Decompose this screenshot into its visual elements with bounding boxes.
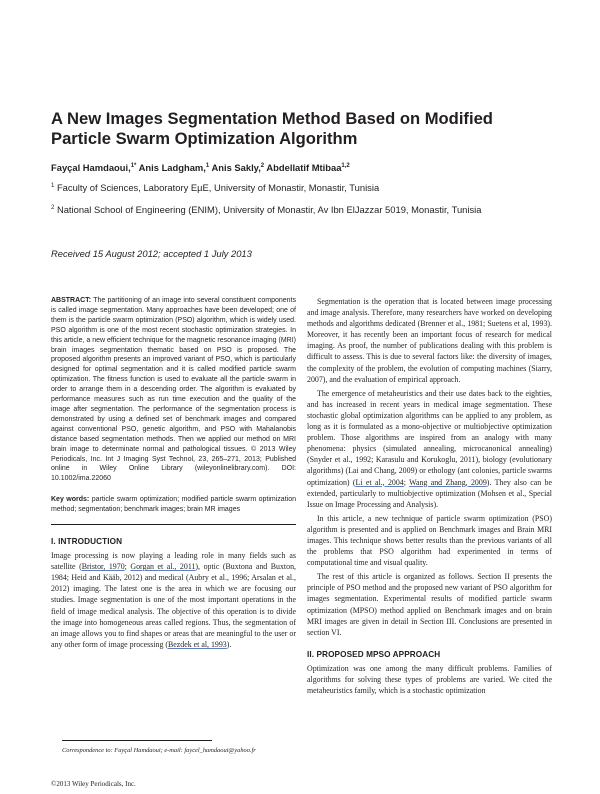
left-column (51, 296, 296, 650)
author-affiliation-mark: 1 (205, 162, 210, 169)
author-affiliation-mark: 2 (260, 162, 265, 169)
section-heading-introduction: I. INTRODUCTION (51, 537, 123, 547)
received-dates: Received 15 August 2012; accepted 1 July 2013 (51, 248, 252, 259)
author-name: Anis Sakly, (211, 162, 261, 173)
body-paragraph: The rest of this article is organized as follows. Section II presents the principle of PSO method and the proposed new variant of PSO algorithm for images segmentation. Experimental results of modified particle swarm optimization (MPSO) method applied on Benchmark images and on brain MRI images are given in detail in Section III. Conclusions are presented in section VI. (307, 572, 552, 637)
text-run: ). They also can be extended, particularly to multiobjective optimization (Mohsen et al., Special Issue on Image Processing and Analysis). (307, 477, 552, 509)
citation-link[interactable]: Bezdek et al, 1993 (168, 639, 227, 649)
affiliation-1 (51, 180, 551, 194)
body-paragraph: In this article, a new technique of particle swarm optimization (PSO) algorithm is presented and is applied on Benchmark images and Brain MRI images. This technique shows better results than the previous variants of all the problems that PSO algorithm had experimented in terms of computational time and visual quality. (307, 513, 552, 568)
section-heading-proposed-approach: II. PROPOSED MPSO APPROACH (307, 649, 441, 659)
affiliation-text: Faculty of Sciences, Laboratory EµE, University of Monastir, Monastir, Tunisia (56, 182, 380, 194)
body-paragraph: Segmentation is the operation that is located between image processing and image analysis. Therefore, many researchers have worked on developing methods and algorithms dedicated (Brenner et al., 1981; Suetens et al, 1993). Moreover, it has recently been an important focus of research for medical imaging. As proof, the number of publications dealing with this problem is difficult to assess. This is due to several factors like: the diversity of images, the complexity of the problem, the evolution of computing machines (Siarry, 2007), and the evaluation of empirical approach. (307, 297, 552, 384)
abstract-divider (51, 524, 296, 525)
paper-title: A New Images Segmentation Method Based on Modified Particle Swarm Optimization Algorithm (51, 109, 493, 148)
copyright-footer: ©2013 Wiley Periodicals, Inc. (51, 780, 136, 788)
author-name: Fayçal Hamdaoui, (51, 162, 131, 173)
abstract-text: The partitioning of an image into several constituent components is called image segmentation. Many approaches have been developed; one of them is the particle swarm optimization (PSO) algorithm, which is widely used. PSO algorithm is one of the most recent stochastic optimization strategies. In this article, a new efficient technique for the magnetic resonance imaging (MRI) brain images segmentation thematic based on PSO is proposed. The proposed algorithm presents an improved variant of PSO, which is particularly designed for optimal segmentation and it is called modified particle swarm optimization. The fitness function is used to evaluate all the particle swarm in order to arrange them in a descending order. The algorithm is evaluated by performance measures such as run time execution and the quality of the image after segmentation. The performance of the segmentation process is demonstrated by using a defined set of benchmark images and compared against conventional PSO, genetic algorithm, and PSO with Mahalanobis distance based segmentation methods. Then we applied our method on MRI brain image to determinate normal and pathological tissues. (51, 297, 296, 453)
affiliation-mark: 2 (51, 205, 55, 211)
author-affiliation-mark: 1* (130, 162, 137, 169)
introduction-paragraph (51, 550, 296, 650)
text-run: ; (124, 562, 131, 572)
keywords (51, 495, 296, 515)
body-paragraph (307, 388, 552, 510)
correspondence-note: Correspondence to: Fayçal Hamdaoui; e-mail: faycel_hamdaoui@yahoo.fr (62, 747, 256, 754)
abstract-citation: © 2013 Wiley Periodicals, Inc. Int J Imaging Syst Technol, 23, 265–271, 2013; Published online in Wiley Online Library (wileyonlinelibrary.com). DOI: 10.1002/ima.22060 (51, 445, 296, 483)
abstract-label: ABSTRACT: (51, 297, 92, 304)
citation-link[interactable]: Wang and Zhang, 2009 (409, 477, 487, 487)
author-affiliation-mark: 1,2 (341, 162, 350, 169)
footnote-divider (62, 740, 212, 741)
affiliation-2 (51, 202, 551, 216)
text-run: ; (403, 477, 410, 487)
citation-link[interactable]: Li et al., 2004 (355, 477, 404, 487)
author-name: Abdellatif Mtibaa (266, 162, 342, 173)
abstract (51, 296, 296, 484)
text-run: The emergence of metaheuristics and their use dates back to the eighties, and has increased in recent years in medical image segmentation. These stochastic global optimization algorithms can be applied to any problem, as long as it is formulated as a mono-objective or multiobjective optimization problem. Those algorithms are inspired from an analogy with many phenomena: physics (simulated annealing, microcanonical annealing) (Snyder et al., 1992; Karasulu and Korukoglu, 2011), biology (evolutionary algorithms) (Lai and Chang, 2009) or ethology (ant colonies, particle swarms optimization) ( (307, 388, 552, 487)
affiliation-text: National School of Engineering (ENIM), University of Monastir, Av Ibn ElJazzar 5019, Monastir, Tunisia (56, 204, 482, 216)
affiliation-mark: 1 (51, 183, 55, 189)
keywords-text: particle swarm optimization; modified particle swarm optimization method; segmentation; benchmark images; brain MR images (51, 496, 296, 514)
keywords-label: Key words: (51, 496, 90, 504)
citation-link[interactable]: Bristor, 1970 (81, 562, 125, 572)
citation-link[interactable]: Gorgan et al., 2011 (130, 562, 196, 572)
author-name: Anis Ladgham, (138, 162, 206, 173)
text-run: ). (226, 639, 232, 649)
author-list (51, 162, 571, 173)
body-paragraph: Optimization was one among the many difficult problems. Families of algorithms for solving these types of problems are varied. We cited the metaheuristics family, which is a stochastic optimization (307, 663, 552, 695)
text-run: Image processing is now playing a leading role in many fields such as satellite ( (51, 551, 296, 572)
right-column (307, 296, 552, 696)
text-run: ), optic (Buxtona and Buxton, 1984; Heid and Kääb, 2012) and medical (Aubry et al., 1996; Arsalan et al., 2012) imaging. The latest one is the area in which we are focusing our studies. Image segmentation is one of the most important operations in the field of image medical analysis. The objective of this operation is to divide the image into homogeneous areas called regions. Thus, the segmentation of an image allows you to find shapes or areas that are meaningful to the user or any other form of image processing ( (51, 562, 296, 649)
